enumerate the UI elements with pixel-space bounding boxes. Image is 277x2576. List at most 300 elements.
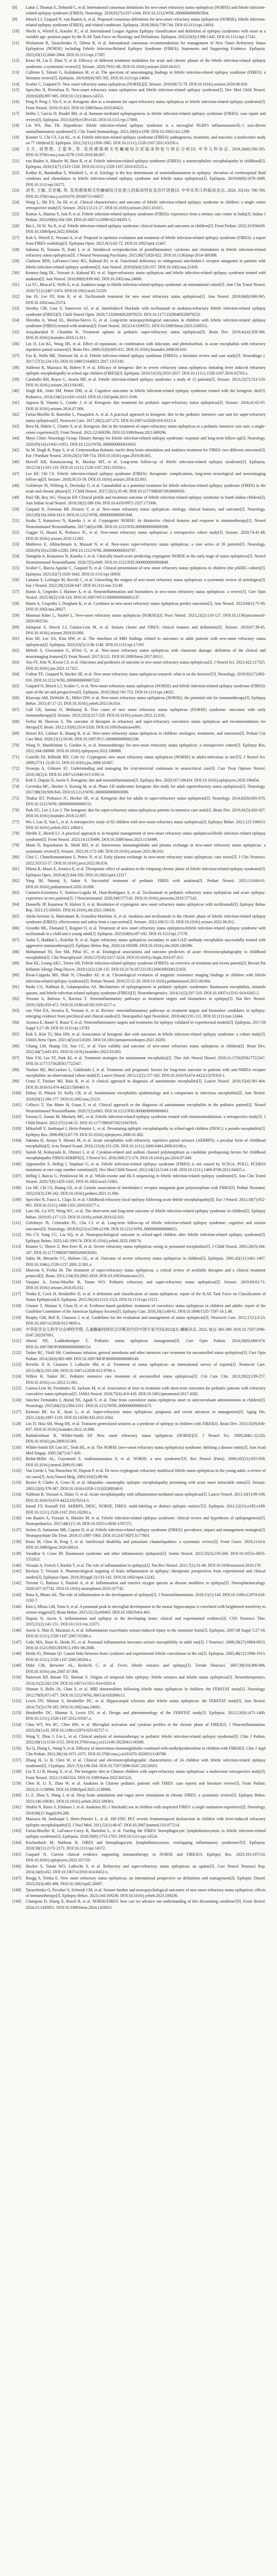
reference-item bbox=[0, 636, 277, 648]
reference-number: [149] bbox=[12, 1663, 22, 1668]
reference-item bbox=[0, 1899, 277, 1910]
reference-item bbox=[0, 1639, 277, 1651]
reference-item bbox=[0, 423, 277, 435]
reference-text: Lattanzi S, Leitinger M, Rocchi C, et al. Unraveling the enigma of new-onset refractory status epilepticus: a systematic review of aetiologies[J]. Eur J Neurol. 2022;29(2):626-647. DOI:10.1111/ene.15149. bbox=[26, 577, 266, 588]
reference-number: [47] bbox=[12, 471, 20, 476]
reference-number: [105] bbox=[12, 1149, 22, 1155]
reference-item bbox=[0, 111, 277, 123]
reference-item bbox=[0, 831, 277, 842]
reference-number: [42] bbox=[12, 412, 20, 417]
reference-number: [20] bbox=[12, 146, 20, 151]
reference-text: Hocker S, Tatum WO, LaRoche S, et al. Refractory and super-refractory status epilepticus: an update[J]. Curr Neurol Neurosci Rep. 2014;14(6):452. DOI:10.1007/s11910-014-0452-x. bbox=[26, 1863, 266, 1875]
reference-text: Sakuma H, Awaya Y, Shiomi M, et al. Acute encephalitis with refractory, repetitive partial seizures (AERRPS): a peculiar form of childhood encephalitis[J]. Acta Neurol Scand. 2010;121(4):251-256. DOI:10.1111/j.1600-0404.2009.01198.x. bbox=[26, 1138, 266, 1149]
reference-number: [142] bbox=[12, 1580, 22, 1585]
reference-number: [122] bbox=[12, 1350, 22, 1355]
reference-text: Choi C, Chatzikonstantinou S, Peters N, et al. Early plasma exchange in new-onset refractory status epilepticus: case series[J]. J Clin Neurosci. 2022;103:52-57. DOI:10.1016/j.jocn.2022.06.024. bbox=[26, 855, 266, 866]
reference-item bbox=[0, 58, 277, 70]
reference-text: Gaspard N, Foreman BP, Alvarez V, et al. New-onset refractory status epilepticus: etiology, clinical features, and outcome[J]. Neurology. 2015;85(18):1604-1613. DOI:10.1212/WNL.0000000000001940. bbox=[26, 506, 266, 517]
reference-text: Galic MA, Riazi K, Heida JG, et al. Postnatal inflammation increases seizure susceptibility in adult rats[J]. J Neurosci. 2008;28(27):6904-6913. DOI:10.1523/JNEUROSCI.1901-08.2008. bbox=[26, 1639, 266, 1650]
reference-text: Kim I, Mlsna LM, Yoon S, et al. A postnatal peak in microglial development in the mouse hippocampus is correlated with heightened sensitivity to seizure triggers[J]. Brain Behav. 2015;5(12):e00403. DOI:10.1002/brb3.403. bbox=[26, 1604, 266, 1615]
reference-text: Gugger JJ, Husari K, Probasco JC, et al. New-onset refractory status epilepticus: a retrospective cohort study[J]. Seizure. 2020;74:41-48. DOI:10.1016/j.seizure.2019.12.002. bbox=[26, 530, 266, 541]
reference-item bbox=[0, 754, 277, 766]
reference-number: [61] bbox=[12, 636, 20, 641]
reference-item bbox=[0, 878, 277, 890]
reference-text: Saitoh M, Kobayashi K, Ohmori I, et al. Cytokine-related and sodium channel polymorphism as candidate predisposing factors for childhood encephalopathy FIRES/AERRPS[J]. J Neurol Sci. 2016;368:272-276. DOI:10.1016/j.jns.2016.07.040. bbox=[26, 1149, 266, 1161]
reference-item bbox=[0, 695, 277, 707]
reference-item bbox=[0, 1303, 277, 1315]
reference-item bbox=[0, 960, 277, 972]
reference-number: [25] bbox=[12, 211, 20, 216]
reference-number: [165] bbox=[12, 1852, 22, 1857]
reference-item bbox=[0, 99, 277, 111]
reference-number: [111] bbox=[12, 1221, 21, 1226]
reference-text: Farias-Moeller R, LaFrance-Corey R, Bartolini L, et al. Fueling the FIRES: hemophagocytic lymphohistiocytosis in febrile infection-related epilepsy syndrome[J]. Epilepsia. 2018;59(9):1753-1763. DOI:10.1111/epi.14524. bbox=[26, 1828, 266, 1839]
reference-text: Nabbout R, Mazzuca M, Hubert P, et al. Efficacy of ketogenic diet in severe refractory status epilepticus initiating fever induced refractory epileptic encephalopathy in school age children (FIRES)[J]. Epilepsia. 2010;51(10):2033-2037. DOI:10.1111/j.1528-1167.2010.02703.x. bbox=[26, 365, 266, 376]
reference-item bbox=[0, 1757, 277, 1769]
reference-number: [22] bbox=[12, 170, 20, 175]
reference-item bbox=[0, 842, 277, 854]
reference-item bbox=[0, 648, 277, 659]
reference-number: [88] bbox=[12, 949, 20, 954]
reference-number: [127] bbox=[12, 1409, 22, 1414]
reference-number: [33] bbox=[12, 306, 20, 311]
reference-number: [28] bbox=[12, 247, 20, 252]
reference-number: [26] bbox=[12, 223, 20, 228]
reference-text: Hanin A, Cespedes J, Dorgham K, et al. Cytokines in new-onset refractory status epilepticus predict outcomes[J]. Ann Neurol. 2023;94(1):75-90. DOI:10.1002/ana.26627. bbox=[26, 601, 266, 612]
reference-text: Specchio N, Pietrafusa N. New-onset refractory status epilepticus and febrile infection-related epilepsy syndrome[J]. Dev Med Child Neurol. 2020;62(8):897-905. DOI:10.1111/dmcn.14553. bbox=[26, 88, 266, 98]
reference-item bbox=[0, 1291, 277, 1303]
reference-number: [139] bbox=[12, 1551, 22, 1556]
reference-number: [90] bbox=[12, 973, 20, 978]
reference-text: Appavu B, Vanatta L, Condie J, et al. Ketogenic diet treatment for pediatric super-refractory status epilepticus[J]. Seizure. 2016;41:62-65. DOI:10.1016/j.seizure.2016.07.006. bbox=[26, 400, 266, 411]
reference-text: Terrone G, Balosso S, Pauletti A, et al. Inflammation and reactive oxygen species as disease modifiers in epilepsy[J]. Neuropharmacology. 2020;167:107742. DOI:10.1016/j.neuropharm.2019.107742. bbox=[26, 1580, 266, 1591]
reference-text: Graus F, Titulaer MJ, Balu R, et al. A clinical approach to diagnosis of autoimmune encephalitis[J]. Lancet Neurol. 2016;15(4):391-404. DOI:10.1016/S1474-4422(15)00401-9. bbox=[26, 1079, 266, 1090]
reference-number: [146] bbox=[12, 1628, 22, 1633]
reference-number: [153] bbox=[12, 1710, 22, 1715]
reference-text: Park EG, Lee J, Lee J. The ketogenic diet for super-refractory status epilepticus patients in intensive care units[J]. Brain Dev. 2019;41(5):420-427. DOI:10.1016/j.braindev.2018.12.007. bbox=[26, 807, 266, 819]
reference-item bbox=[0, 1863, 277, 1875]
reference-number: [56] bbox=[12, 577, 20, 582]
reference-item bbox=[0, 247, 277, 259]
reference-number: [131] bbox=[12, 1456, 22, 1462]
reference-text: Rivas-Coppola MS, Shah N, Choudhri AF, et al. Chronological evolution of magnetic resonance imaging findings in children with febrile infection-related epilepsy syndrome[J]. Pediatr Neurol. 2016;55:22-29. DOI:10.1016/j.pediatrneurol.2015.09.004. bbox=[26, 973, 266, 984]
reference-text: Kirmani BF, Au K, Ayari L, et al. Super-refractory status epilepticus: prognosis and recent advances in management[J]. Aging Dis. 2021;12(4):1097-1119. DOI:10.14336/AD.2021.0302. bbox=[26, 1409, 266, 1420]
reference-item bbox=[0, 1421, 277, 1433]
reference-text: Arayakarnkul P, Chomtho K. Treatment options in pediatric super-refractory status epilepticus[J]. Brain Dev. 2019;41(4):359-366. DOI:10.1016/j.braindev.2018.11.011. bbox=[26, 329, 266, 341]
reference-text: Costello DJ, Kilbride RD, Cole AJ. Cryptogenic new onset refractory status epilepticus (NORSE) in adults-infectious or not?[J]. J Neurol Sci. 2009;277(1-2):26-31. DOI:10.1016/j.jns.2008.10.007. bbox=[26, 754, 266, 765]
reference-number: [14] bbox=[12, 81, 20, 87]
reference-item bbox=[0, 1362, 277, 1374]
reference-text: van Baalen A, Vezzani A, Häusler M, et al. Febrile infection-related epilepsy syndrome: clinical review and hypotheses of epileptogenesis[J]. Neuropediatrics. 2017;48(1):5-18. DOI:10.1055/s-0036-1597271. bbox=[26, 1516, 266, 1527]
reference-number: [23] bbox=[12, 188, 20, 193]
reference-item bbox=[0, 1374, 277, 1385]
reference-text: Hesdorffer DC, Shinnar S, Lewis DV, et al. Design and phenomenology of the FEBSTAT study[J]. Epilepsia. 2012;53(9):1471-1480. DOI:10.1111/j.1528-1167.2012.03567.x. bbox=[26, 1710, 266, 1721]
reference-number: [94] bbox=[12, 1020, 20, 1025]
reference-text: Gofshteyn JS, Wilfong A, Devinsky O, et al. Cannabidiol as a potential treatment for febrile infection-related epilepsy syndrome (FIRES) in the acute and chronic phases[J]. J Child Neurol. 2017;32(1):35-40. DOI:10.1177/0883073816669450. bbox=[26, 483, 266, 494]
reference-text: Fox K, Wells ME, Tennison M, et al. Febrile infection-related epilepsy syndrome (FIRES): a literature review and case study[J]. Neurodiagn J. 2017;57(3):224-233. DOI:10.1080/21646821.2017.1355181. bbox=[26, 353, 266, 364]
reference-item bbox=[0, 1468, 277, 1480]
reference-number: [80] bbox=[12, 855, 20, 860]
reference-text: Dubey D, Pittock SJ, Kelly CR, et al. Autoimmune encephalitis epidemiology and a comparison to infectious encephalitis[J]. Ann Neurol. 2018;83(1):166-177. DOI:10.1002/ana.25131. bbox=[26, 1091, 266, 1101]
reference-text: Kramer U, Shorer Z, Ben-Zeev B, et al. Severe refractory status epilepticus owing to presumed encephalitis[J]. J Child Neurol. 2005;20(3):184-187. DOI:10.1177/08830738050200030301. bbox=[26, 1244, 266, 1255]
reference-number: [140] bbox=[12, 1563, 22, 1568]
reference-number: [156] bbox=[12, 1745, 22, 1751]
reference-item bbox=[0, 683, 277, 695]
reference-text: Koh S, Dupuis N, Auvin S. Ketogenic diet and neuroinflammation[J]. Epilepsy Res. 2020;167:106454. DOI:10.1016/j.eplepsyres.2020.106454. bbox=[26, 778, 260, 783]
reference-text: Nabbout R, Vezzani A, Dulac O, et al. Acute encephalopathy with inflammation-mediated status epilepticus[J]. Lancet Neurol. 2011;10(1):99-108. DOI:10.1016/S1474-4422(10)70214-3. bbox=[26, 1492, 266, 1503]
reference-item bbox=[0, 258, 277, 270]
reference-number: [117] bbox=[12, 1291, 21, 1296]
reference-item bbox=[0, 1816, 277, 1828]
reference-item bbox=[0, 565, 277, 577]
reference-number: [128] bbox=[12, 1421, 22, 1426]
reference-item bbox=[0, 16, 277, 28]
reference-number: [97] bbox=[12, 1055, 20, 1060]
reference-number: [32] bbox=[12, 294, 20, 299]
reference-text: Ravizza T, Vezzani A. Pharmacological targeting of brain inflammation in epilepsy: therapeutic perspectives from experimental and clinical studies[J]. Epilepsia Open. 2018;3(Suppl 2):133-142. DOI:10.1002/epi4.12242. bbox=[26, 1569, 266, 1580]
reference-item bbox=[0, 659, 277, 671]
reference-item bbox=[0, 353, 277, 365]
reference-item bbox=[0, 1792, 277, 1804]
reference-text: Kessi M, Chen B, Peng J, et al. Intellectual disability and potassium channelopathies: a systematic review[J]. Front Genet. 2020;11:614. DOI:10.3389/fgene.2020.00614. bbox=[26, 1539, 266, 1550]
reference-number: [120] bbox=[12, 1327, 22, 1332]
reference-number: [27] bbox=[12, 235, 20, 240]
reference-text: Yanagida A, Kanazawa N, Kaneko J, et al. Clinically based score predicting cryptogenic NORSE at the early stage of status epilepticus[J]. Neurol Neuroimmunol Neuroinflamm. 2020;7(5):e849. DOI:10.1212/NXI.0000000000000849. bbox=[26, 554, 266, 565]
reference-text: Mann D, Rajasekaran K, Sheth RD, et al. Intravenous immunoglobulin and plasma exchange in new-onset refractory status epilepticus: a systematic review[J]. Seizure. 2021;91:172-180. DOI:10.1016/j.seizure.2021.06.010. bbox=[26, 843, 266, 854]
reference-number: [135] bbox=[12, 1504, 22, 1509]
reference-text: Sahin M, Menache CC, Holmes GL, et al. Outcome of severe refractory status epilepticus in children[J]. Epilepsia. 2001;42(11):1461-1467. DOI:10.1046/j.1528-1157.2001.21301.x. bbox=[26, 1256, 266, 1267]
reference-text: Wu J, Lan X, Yan L, et al. A retrospective study of 92 children with new-onset refractory status epilepticus[J]. Epilepsy Behav. 2021;125:108413. DOI:10.1016/j.yebeh.2021.108413. bbox=[26, 819, 266, 830]
reference-item bbox=[0, 1385, 277, 1397]
reference-text: Vasquez A, Farias-Moeller R, Tatum WO. Pediatric refractory and super-refractory status epilepticus[J]. Seizure. 2019;68:62-71. DOI:10.1016/j.seizure.2018.05.012. bbox=[26, 1279, 266, 1291]
reference-text: Kothur K, Bandodkar S, Wienholt L, et al. Etiology is the key determinant of neuroinflammation in epilepsy: elevation of cerebrospinal fluid cytokines and chemokines in febrile infection-related epilepsy syndrome and febrile status epilepticus[J]. Epilepsia. 2019;60(8):1678-1688. DOI:10.1111/epi.16275. bbox=[26, 170, 266, 187]
reference-item bbox=[0, 1852, 277, 1863]
reference-number: [37] bbox=[12, 353, 20, 358]
reference-item bbox=[0, 589, 277, 601]
reference-number: [162] bbox=[12, 1817, 22, 1822]
reference-number: [78] bbox=[12, 831, 20, 836]
reference-text: Baxter P, Clarke A, Cross H, et al. Idiopathic catastrophic epileptic encephalopathy presenting with acute onset intractable status[J]. Seizure. 2003;12(6):379-387. DOI:10.1016/s1059-1311(02)00340-0. bbox=[26, 1480, 266, 1491]
reference-item bbox=[0, 1433, 277, 1445]
reference-item bbox=[0, 949, 277, 961]
reference-number: [46] bbox=[12, 459, 20, 464]
reference-item bbox=[0, 624, 277, 636]
reference-item bbox=[0, 719, 277, 731]
reference-text: Sculier C, Barcia Aguilar C, Gaspard N, et al. Clinical presentation of new onset refractory status epilepticus in children (the pSERG cohort)[J]. Epilepsia. 2021;62(7):1629-1642. DOI:10.1111/epi.16950. bbox=[26, 566, 266, 577]
reference-text: Appenzeller S, Helbig I, Stephani U, et al. Febrile infection-related epilepsy syndrome (FIRES) is not caused by SCN1A, POLG, PCDH19 mutations or rare copy number variations[J]. Dev Med Child Neurol. 2012;54(12):1144-1148. DOI:10.1111/j.1469-8749.2012.04435.x. bbox=[26, 1161, 266, 1173]
reference-number: [109] bbox=[12, 1197, 22, 1202]
reference-text: Kuchenbuch M, Nabbout R. FIRES and hemophagocytic lymphohistiocytosis: overlapping inflammatory syndromes?[J]. Epilepsia. 2018;59(11):2172-2173. DOI:10.1111/epi.14572. bbox=[26, 1840, 266, 1851]
reference-text: Koh S, Wirrell E, Vezzani A, et al. Proposal to optimize evaluation and treatment of febrile infection-related epilepsy syndrome (FIRES): a report from FIRES workshop[J]. Epilepsia Open. 2021;6(1):62-72. DOI:10.1002/epi4.12447. bbox=[26, 235, 266, 246]
reference-text: Varadkar S, Cross JH. Rasmussen syndrome and other inflammatory epilepsies[J]. Semin Neurol. 2015;35(3):259-268. DOI:10.1055/s-0035-1552621. bbox=[26, 1551, 266, 1562]
reference-text: Peng P, Peng J, Yin F, et al. Ketogenic diet as a treatment for super-refractory status epilepticus in febrile infection-related epilepsy syndrome[J]. Front Neurol. 2019;10:423. DOI:10.3389/fneur.2019.00423. bbox=[26, 99, 266, 110]
reference-number: [108] bbox=[12, 1185, 22, 1190]
reference-text: Nitchi A, Wirrell E, Kaesler JC, et al. International League Against Epilepsy classification and definition of epilepsy syndromes with onset at a variable age: position paper by the ILAE Task Force on Nosology and Definitions. Epilepsia. 2022;63(6):1398-1442. DOI:10.1111/epi.17241. bbox=[26, 28, 266, 40]
reference-item bbox=[0, 925, 277, 937]
reference-number: [29] bbox=[12, 259, 20, 264]
reference-item bbox=[0, 1651, 277, 1663]
reference-item bbox=[0, 282, 277, 294]
reference-text: Lin JJ, Hsia SH, Wang HS, et al. Transient generalized seizures as a predictor of epilepsy in children with FIRES[J]. Brain Dev. 2013;35(9):830-837. DOI:10.1016/j.braindev.2012.10.008. bbox=[26, 1421, 266, 1432]
reference-item bbox=[0, 1102, 277, 1114]
reference-number: [54] bbox=[12, 554, 20, 559]
reference-item bbox=[0, 1445, 277, 1456]
reference-number: [38] bbox=[12, 365, 20, 370]
reference-item bbox=[0, 1480, 277, 1492]
reference-text: Meletti S, Giovannini G, d'Orsi G, et al. New-onset refractory status epilepticus with claustrum damage: definition of the clinical and neuroimaging features[J]. Front Neurol. 2017;8:111. DOI:10.3389/fneur.2017.00111. bbox=[26, 648, 266, 659]
reference-item bbox=[0, 1663, 277, 1674]
reference-text: Hirsch LJ, Gaspard N, van Baalen A, et al. Proposed consensus definitions for new-onset refractory status epilepticus (NORSE), febrile infection-related epilepsy syndrome (FIRES), and related conditions. Epilepsia. 2018;59(4):739-744. DOI:10.1111/epi.14016. bbox=[26, 16, 266, 28]
reference-text: Wilder-Smith EP, Lim EC, Teoh HL, et al. The NORSE (new-onset refractory status epilepticus) syndrome: defining a disease entity[J]. Ann Acad Med Singap. 2005;34(7):417-420. bbox=[26, 1445, 266, 1456]
reference-number: [138] bbox=[12, 1539, 22, 1544]
reference-text: Husari KS, Labiner K, Huang R, et al. New-onset refractory status epilepticus in children: etiologies, treatments, and outcomes[J]. Pediatr Crit Care Med. 2020;21(1):59-66. DOI:10.1097/PCC.0000000000002108. bbox=[26, 731, 266, 742]
reference-text: Yoo JY, Jette N, Kwon CS, et al. Outcomes and predictors of outcome in new-onset refractory status epilepticus[J]. J Neurol Sci. 2021;422:117325. DOI:10.1016/j.jns.2021.117325. bbox=[26, 660, 266, 671]
reference-number: [39] bbox=[12, 377, 20, 382]
reference-text: Titulaer MJ, McCracken L, Gabilondo I, et al. Treatment and prognostic factors for long-term outcome in patients with anti-NMDA receptor encephalitis: an observational cohort study[J]. Lancet Neurol. 2013;12(2):157-165. DOI:10.1016/S1474-4422(12)70310-1. bbox=[26, 1067, 266, 1078]
reference-item bbox=[0, 1043, 277, 1055]
reference-text: Caraballo RH, Reyes G, Avaria MF, et al. Febrile infection-related epilepsy syndrome: a study of 12 patients[J]. Seizure. 2013;22(7):553-559. DOI:10.1016/j.seizure.2013.04.005. bbox=[26, 377, 266, 387]
reference-item bbox=[0, 530, 277, 541]
reference-text: Tasker RC, Vitali SH. Continuous infusion, general anesthesia and other intensive care treatment for uncontrolled status epilepticus[J]. Curr Opin Pediatr. 2014;26(6):682-689. DOI:10.1097/MOP.0000000000000149. bbox=[26, 1350, 266, 1361]
reference-text: Auvin S, Shin D, Mazarati A, et al. Inflammation exacerbates seizure-induced injury in the immature brain[J]. Epilepsia. 2007;48 Suppl 5:27-34. DOI:10.1111/j.1528-1167.2007.01286.x. bbox=[26, 1628, 266, 1639]
reference-number: [31] bbox=[12, 282, 20, 287]
reference-text: Trinka E, Cock H, Hesdorffer D, et al. A definition and classification of status epilepticus: report of the ILAE Task Force on Classification of Status Epilepticus[J]. Epilepsia. 2015;56(10):1515-1523. DOI:10.1111/epi.13121. bbox=[26, 1291, 266, 1302]
reference-number: [12] bbox=[12, 58, 20, 63]
reference-number: [76] bbox=[12, 807, 20, 812]
reference-text: Dubé CM, Brewster AL, Richichi C, et al. Fever, febrile seizures and epilepsy[J]. Trends Neurosci. 2007;30(10):490-496. DOI:10.1016/j.tins.2007.07.006. bbox=[26, 1663, 266, 1674]
reference-number: [164] bbox=[12, 1840, 22, 1845]
reference-item bbox=[0, 1090, 277, 1102]
reference-item bbox=[0, 146, 277, 158]
reference-number: [129] bbox=[12, 1433, 22, 1438]
reference-number: [84] bbox=[12, 902, 20, 907]
reference-item bbox=[0, 447, 277, 459]
reference-item bbox=[0, 365, 277, 377]
reference-item bbox=[0, 459, 277, 471]
reference-text: Abend NS, Loddenkemper T. Pediatric status epilepticus management[J]. Curr Opin Pediatr. 2014;26(6):668-674. DOI:10.1097/MOP.0000000000000154. bbox=[26, 1338, 266, 1349]
reference-text: 刘雪, 王敏, 宗亚楠, 等. 发热感染相关性癫痫综合征患儿的临床特征及治疗进展[J]. 中华实用儿科临床杂志, 2020, 35(10): 786-789. DOI:10.3760/cma.j.cn101070-20190715-00657. bbox=[26, 188, 266, 199]
reference-item bbox=[0, 601, 277, 613]
reference-item bbox=[0, 1568, 277, 1580]
reference-number: [16] bbox=[12, 99, 20, 105]
reference-number: [62] bbox=[12, 648, 20, 653]
reference-item bbox=[0, 1197, 277, 1209]
reference-number: [75] bbox=[12, 795, 20, 801]
reference-text: Lahat J, Thomas E, Dehnold C, et al. International consensus definitions for new-onset refractory status epilepticus (NORSE) and febrile infection-related epilepsy syndrome (FIRES). Neurology. 2018;91(7):e337-e344. DOI:10.1212/WNL.0000000000005904. bbox=[26, 5, 266, 16]
reference-number: [53] bbox=[12, 542, 20, 547]
reference-item bbox=[0, 1267, 277, 1279]
reference-text: Lai YC, Muscal E, Wells E, et al. Anakinra usage in febrile infection related epilepsy syndrome: an international cohort[J]. Ann Clin Transl Neurol. 2020;7(12):2467-2474. DOI:10.1002/acn3.51229. bbox=[26, 282, 266, 293]
reference-number: [49] bbox=[12, 495, 20, 500]
reference-text: Breu M, Häfele C, Glatter S, et al. Ketogenic diet in the treatment of super-refractory status epilepticus at a pediatric intensive care unit: a single-center experience[J]. Front Neurol. 2021;12:669296. DOI:10.3389/fneur.2021.669296. bbox=[26, 424, 266, 435]
reference-number: [55] bbox=[12, 566, 20, 571]
reference-number: [143] bbox=[12, 1592, 22, 1597]
reference-number: [69] bbox=[12, 731, 20, 736]
reference-number: [11] bbox=[12, 40, 19, 45]
reference-item bbox=[0, 388, 277, 400]
reference-number: [45] bbox=[12, 447, 20, 452]
reference-text: Gaspard N, Hirsch LJ, Sculier C, et al. New-onset refractory status epilepticus (NORSE) and febrile infection-related epilepsy syndrome (FIRES): state of the art and perspectives[J]. Epilepsia. 2018;59(4):745-752. DOI:10.1111/epi.14022. bbox=[26, 684, 266, 694]
reference-text: Lin WS, Hsu TR. Hypothesis: febrile infection-related epilepsy syndrome is a microglial NLRP3 inflammasome/IL-1 axis-driven autoinflammatory syndrome[J]. Clin Transl Immunology. 2021;10(6):e1299. DOI:10.1002/cti2.1299. bbox=[26, 123, 266, 134]
reference-number: [123] bbox=[12, 1362, 22, 1367]
reference-text: Farooq O, Zunair M, Moriarty MG, et al. Febrile infection-related epilepsy syndrome treated with immunomodulation: a retrospective study[J]. J Child Neurol. 2022;37(1):44-52. DOI:10.1177/08830738211047816. bbox=[26, 1114, 266, 1125]
reference-item bbox=[0, 1220, 277, 1232]
reference-item bbox=[0, 270, 277, 282]
reference-item bbox=[0, 1710, 277, 1722]
reference-item bbox=[0, 1828, 277, 1840]
reference-item bbox=[0, 937, 277, 949]
reference-number: [118] bbox=[12, 1303, 21, 1308]
reference-item bbox=[0, 1008, 277, 1020]
reference-item bbox=[0, 40, 277, 58]
reference-number: [104] bbox=[12, 1138, 22, 1143]
reference-text: Li Z, Zhou S, Wang J, et al. Deep brain stimulation and vagus nerve stimulation in chronic FIRES: a systematic review[J]. Epilepsy Behav. 2023;146:109361. DOI:10.1016/j.yebeh.2023.109361. bbox=[26, 1793, 266, 1804]
reference-item bbox=[0, 866, 277, 878]
reference-item bbox=[0, 1031, 277, 1043]
reference-text: Jun JS, Lee ST, Kim R, et al. Tocilizumab treatment for new onset refractory status epilepticus[J]. Ann Neurol. 2018;84(6):940-945. DOI:10.1002/ana.25374. bbox=[26, 294, 266, 305]
reference-number: [161] bbox=[12, 1805, 22, 1810]
reference-item bbox=[0, 731, 277, 742]
reference-number: [113] bbox=[12, 1244, 21, 1249]
reference-number: [24] bbox=[12, 199, 20, 205]
reference-item bbox=[0, 1686, 277, 1698]
reference-number: [30] bbox=[12, 270, 20, 276]
reference-text: Gall CR, Jumma O, Mohanraj R. Five cases of new onset refractory status epilepticus (NORSE) syndrome: outcomes with early immunotherapy[J]. Seizure. 2013;22(3):217-220. DOI:10.1016/j.seizure.2012.12.016. bbox=[26, 707, 266, 718]
reference-number: [99] bbox=[12, 1079, 20, 1084]
reference-number: [77] bbox=[12, 819, 20, 824]
reference-text: Stredny CM, Case S, Sansevere AJ, et al. Interleukin-6 blockade with tocilizumab in anakinra-refractory febrile infection-related epilepsy syndrome (FIRES)[J]. Child Neurol Open. 2020;7:2329048X20979253. DOI:10.1177/2329048X20979253. bbox=[26, 306, 266, 317]
reference-item bbox=[0, 1674, 277, 1686]
reference-text: Jaafar F, Haddad L, Koleilat N, et al. Super refractory status epilepticus secondary to anti-GAD antibody encephalitis successfully treated with aggressive immunotherapy[J]. Epilepsy Behav Rep. 2020;14:100396. DOI:10.1016/j.ebr.2020.100396. bbox=[26, 937, 266, 948]
reference-number: [125] bbox=[12, 1386, 22, 1391]
reference-number: [160] bbox=[12, 1793, 22, 1798]
reference-number: [87] bbox=[12, 937, 20, 942]
reference-number: [151] bbox=[12, 1687, 22, 1692]
reference-item bbox=[0, 199, 277, 211]
reference-number: [58] bbox=[12, 601, 20, 606]
reference-item bbox=[0, 223, 277, 235]
reference-text: van Baalen A, Häusler M, Boor R, et al. Febrile infection-related epilepsy syndrome (FIRES): a nonencephalitic encephalopathy in childhood[J]. Epilepsia. 2010;51(7):1323-1328. DOI:10.1111/j.1528-1167.2010.02535.x. bbox=[26, 158, 266, 170]
reference-item bbox=[0, 306, 277, 317]
reference-item bbox=[0, 1161, 277, 1173]
reference-number: [147] bbox=[12, 1639, 22, 1645]
reference-item bbox=[0, 1616, 277, 1628]
reference-number: [15] bbox=[12, 88, 20, 93]
reference-item bbox=[0, 1887, 277, 1899]
reference-number: [168] bbox=[12, 1887, 22, 1892]
reference-text: Wickstrom R, Taraschenko O, Dilena R, et al. International consensus recommendations for management of New Onset Refractory Status Epilepticus (NORSE) including Febrile Infection-Related Epilepsy Syndrome (FIRES): Statements and Supporting Evidence. Epilepsia. 2022;63(11):2840-2864. DOI:10.1111/epi.17397. bbox=[26, 40, 266, 57]
reference-item bbox=[0, 188, 277, 199]
reference-number: [154] bbox=[12, 1722, 22, 1727]
reference-text: Sakuma H, Tanuma N, Kuki I, et al. Intrathecal overproduction of proinflammatory cytokines and chemokines in febrile infection-related refractory status epilepticus[J]. J Neurol Neurosurg Psychiatry. 2015;86(7):820-822. DOI:10.1136/jnnp-2014-309388. bbox=[26, 247, 266, 258]
reference-number: [148] bbox=[12, 1651, 22, 1656]
reference-number: [51] bbox=[12, 518, 20, 523]
reference-text: Serino D, Santarone ME, Caputo D, et al. Febrile infection-related epilepsy syndrome (FIRES): prevalence, impact and management strategies[J]. Neuropsychiatr Dis Treat. 2019;15:1897-1903. DOI:10.2147/NDT.S177803. bbox=[26, 1527, 266, 1538]
reference-item bbox=[0, 1604, 277, 1616]
reference-text: Hanin A, Cespedes J, Huttner A, et al. Neuroinflammation and biomarkers in new-onset refractory status epilepticus: a review[J]. Curr Opin Neurol. 2023;36(2):118-124. DOI:10.1097/WCO.0000000000001137. bbox=[26, 589, 266, 600]
reference-number: [73] bbox=[12, 778, 20, 783]
reference-item bbox=[0, 1769, 277, 1781]
reference-text: Sculier C, Gaspard N. New onset refractory status epilepticus (NORSE)[J]. Seizure. 2019;68:72-78. DOI:10.1016/j.seizure.2018.09.018. bbox=[26, 81, 248, 87]
reference-text: Cantarín-Extremera V, Jiménez-Legido M, Duat-Rodríguez A, et al. Tocilizumab in pediatric refractory status epilepticus and acute epilepsy: experience in two patients[J]. J Neuroimmunol. 2020;340:577142. DOI:10.1016/j.jneuroim.2019.577142. bbox=[26, 890, 266, 901]
reference-number: [133] bbox=[12, 1480, 22, 1485]
reference-number: [103] bbox=[12, 1126, 22, 1131]
reference-number: [81] bbox=[12, 867, 20, 872]
reference-number: [145] bbox=[12, 1616, 22, 1621]
reference-number: [150] bbox=[12, 1675, 22, 1680]
reference-item bbox=[0, 1138, 277, 1149]
reference-text: Kenney-Jung DL, Vezzani A, Kahoud RJ, et al. Super-refractory status epilepticus and febrile infection-related epilepsy syndrome treated with anakinra[J]. Ann Neurol. 2016;80(6):939-945. DOI:10.1002/ana.24806. bbox=[26, 270, 266, 281]
reference-item bbox=[0, 1279, 277, 1291]
reference-text: Shorvon S, Ferlisi M. The treatment of super-refractory status epilepticus: a critical review of available therapies and a clinical treatment protocol[J]. Brain. 2011;134(10):2802-2818. DOI:10.1093/brain/awr215. bbox=[26, 1267, 266, 1279]
reference-text: Lewis DV, Shinnar S, Hesdorffer DC, et al. Hippocampal sclerosis after febrile status epilepticus: the FEBSTAT study[J]. Ann Neurol. 2014;75(2):178-185. DOI:10.1002/ana.24081. bbox=[26, 1699, 266, 1709]
reference-item bbox=[0, 890, 277, 902]
reference-text: Pardo CA, Nabbout R, Galanopoulou AS. Mechanisms of epileptogenesis in pediatric epileptic syndromes: Rasmussen encephalitis, infantile spasms, and febrile infection-related epilepsy syndrome (FIRES)[J]. Neurotherapeutics. 2014;11(2):297-310. DOI:10.1007/s13311-014-0265-2. bbox=[26, 985, 266, 995]
reference-number: [44] bbox=[12, 436, 20, 441]
reference-item bbox=[0, 1580, 277, 1592]
reference-text: Kim HJ, Lee SA, Kim HW, et al. The timelines of MRI findings related to outcomes in adult patients with new-onset refractory status epilepticus[J]. Epilepsia. 2022;63(5):1138-1148. DOI:10.1111/epi.17193. bbox=[26, 636, 266, 647]
reference-number: [100] bbox=[12, 1091, 22, 1096]
reference-number: [43] bbox=[12, 424, 20, 429]
reference-text: Chen WT, Wu RC, Chen HW, et al. Microglial activation and cytokine profiles in the chronic phase of FIRES[J]. J Neuroinflammation. 2023;20(1):45. DOI:10.1186/s12974-023-02727-1. bbox=[26, 1722, 266, 1733]
reference-number: [83] bbox=[12, 890, 20, 895]
reference-number: [10] bbox=[12, 28, 20, 33]
reference-text: Helbig I, Barcia G, Pendziwiat M, et al. Whole-exome and HLA sequencing in febrile infection-related epilepsy syndrome[J]. Ann Clin Transl Neurol. 2020;7(8):1429-1435. DOI:10.1002/acn3.51062. bbox=[26, 1173, 266, 1184]
reference-number: [67] bbox=[12, 707, 20, 712]
reference-text: Kessi M, Liu F, Zhan Y, et al. Efficacy of different treatment modalities for acute and chronic phases of the febrile infection-related epilepsy syndrome: a systematic review[J]. Seizure. 2020;79:61-68. DOI:10.1016/j.seizure.2020.04.015. bbox=[26, 58, 266, 69]
reference-number: [86] bbox=[12, 925, 20, 930]
reference-item bbox=[0, 577, 277, 589]
reference-text: Zhang H, Li B, Chen W, et al. Clinical and electroencephalographic characteristics of 24 children with febrile infection-related epilepsy syndrome[J]. J Epilepsy. 2021;7(3):198-204. DOI:10.7507/2096-0247.20210033. bbox=[26, 1757, 266, 1769]
reference-number: [166] bbox=[12, 1863, 22, 1869]
reference-text: Van Lierde I, Van Paesschen W, Dupont P, et al. De novo cryptogenic refractory multifocal febrile status epilepticus in the young adult: a review of six cases[J]. Acta Neurol Belg. 2003;103(2):88-94. bbox=[26, 1468, 266, 1479]
reference-item bbox=[0, 1745, 277, 1757]
reference-text: Champsas D, Zhang X, Rosch R, et al. NORSE/FIRES: how can we advance our understanding of this devastating condition?[J]. Front Neurol. 2024;15:1426051. DOI:10.3389/fneur.2024.1426051. bbox=[26, 1899, 266, 1910]
reference-number: [92] bbox=[12, 996, 20, 1002]
reference-number: [121] bbox=[12, 1338, 22, 1344]
reference-item bbox=[0, 495, 277, 506]
reference-text: Lee HF, Chi CS. Febrile infection-related epilepsy syndrome (FIRES): therapeutic complications, long-term neurological and neuroimaging follow-up[J]. Seizure. 2018;56:53-59. DOI:10.1016/j.seizure.2018.02.003. bbox=[26, 471, 266, 482]
reference-item bbox=[0, 1397, 277, 1409]
reference-text: Howell KB, Katanyuwong K, Mackay MT, et al. Long-term follow-up of febrile infection-related epilepsy syndrome[J]. Epilepsia. 2012;53(1):101-110. DOI:10.1111/j.1528-1167.2011.03350.x. bbox=[26, 459, 266, 470]
reference-text: Mohammad SS, Soe SM, Pillai SC, et al. Etiological associations and outcome predictors of acute electroencephalography in childhood encephalitis[J]. Clin Neurophysiol. 2016;127(10):3217-3224. DOI:10.1016/j.clinph.2016.07.013. bbox=[26, 949, 266, 960]
reference-number: [134] bbox=[12, 1492, 22, 1497]
reference-item bbox=[0, 795, 277, 807]
reference-item bbox=[0, 506, 277, 518]
reference-item bbox=[0, 1781, 277, 1792]
reference-number: [157] bbox=[12, 1757, 22, 1762]
reference-text: Riviello JJ Jr, Claassen J, LaRoche SM, et al. Treatment of status epilepticus: an international survey of experts[J]. Neurocrit Care. 2013;18(2):193-200. DOI:10.1007/s12028-012-9790-1. bbox=[26, 1362, 266, 1373]
reference-item bbox=[0, 235, 277, 247]
reference-number: [106] bbox=[12, 1161, 22, 1166]
reference-item bbox=[0, 400, 277, 412]
reference-number: [52] bbox=[12, 530, 20, 535]
reference-text: Liu Y, Li R, Huang X, et al. The ketogenic diet in Chinese children with super-refractory status epilepticus: a multicenter retrospective study[J]. Front Neurol. 2022;13:845324. DOI:10.3389/fneur.2022.845324. bbox=[26, 1769, 266, 1780]
reference-number: [136] bbox=[12, 1516, 22, 1520]
reference-text: Specchio N, Fusco L, Claps D, et al. Childhood refractory focal epilepsy following acute febrile encephalopathy[J]. Eur J Neurol. 2011;18(7):952-961. DOI:10.1111/j.1468-1331.2010.03277.x. bbox=[26, 1197, 266, 1208]
reference-text: Matthews E, Alkhachroum A, Massad N, et al. New-onset super-refractory status epilepticus: a case series of 26 patients[J]. Neurology. 2020;95(16):e2280-e2285. DOI:10.1212/WNL.0000000000010787. bbox=[26, 542, 266, 553]
reference-text: Wong N, Mandelstam S, Gordon A, et al. Immunotherapy for new-onset refractory status epilepticus: a retrospective cohort[J]. Epilepsy Res. 2022;184:106968. DOI:10.1016/j.eplepsyres.2022.106968. bbox=[26, 742, 266, 754]
reference-text: Rathakrishnan R, Wilder-Smith EP. New onset refractory status epilepticus (NORSE)[J]. J Neurol Sci. 2009;284(1-2):220. DOI:10.1016/j.jns.2009.05.001. bbox=[26, 1433, 266, 1444]
reference-number: [141] bbox=[12, 1569, 22, 1574]
reference-item bbox=[0, 134, 277, 146]
reference-number: [18] bbox=[12, 123, 20, 128]
reference-number: [116] bbox=[12, 1279, 21, 1284]
reference-number: [152] bbox=[12, 1699, 22, 1704]
reference-number: [19] bbox=[12, 134, 20, 140]
reference-item bbox=[0, 671, 277, 683]
reference-text: Sánchez Fernández I, Abend NS, Agadi S, et al. Time from convulsive status epilepticus onset to anticonvulsant administration in children[J]. Neurology. 2015;84(23):2304-2311. DOI:10.1212/WNL.0000000000001673. bbox=[26, 1397, 266, 1409]
